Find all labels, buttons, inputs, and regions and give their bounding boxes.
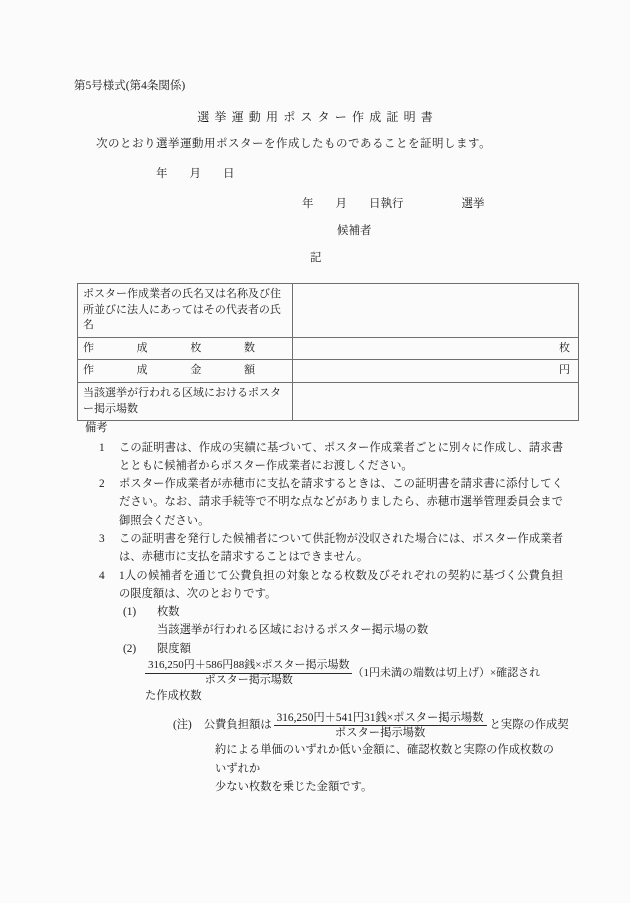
remarks-item-4 [99,567,563,604]
note-fraction [274,711,487,740]
row-label-business-name: ポスター作成業者の氏名又は名称及び住所並びに法人にあってはその代表者の氏名 [78,284,293,338]
election-month: 月 [335,198,347,210]
remarks-item-number: 1 [99,441,105,454]
note-formula-row [173,711,569,740]
remarks-section [77,420,569,796]
candidate-label: 候補者 [337,225,372,237]
label-char: 枚 [190,341,202,354]
remarks-item-number: 3 [99,532,105,545]
remarks-item-3 [99,530,563,567]
row-label-poster-places: 当該選挙が行われる区域におけるポスター掲示場数 [78,383,293,421]
form-number: 第5号様式(第4条関係) [74,80,186,92]
row-label-sheet-count [78,337,293,360]
remarks-item-text: ポスター作成業者が赤穂市に支払を請求するときは、この証明書を請求書に添付してください。なお、請求手続等で不明な点などがありましたら、赤穂市選挙管理委員会まで御照会ください。 [119,478,563,527]
label-char: 額 [243,364,255,377]
table-row [78,337,579,360]
remarks-item-2 [99,475,563,530]
limit-formula-denominator: ポスター掲示場数 [204,673,293,686]
limit-formula [145,659,563,688]
remarks-heading: 備考 [85,422,108,434]
remarks-subitem-1 [123,603,563,621]
issue-date-month: 月 [189,168,201,180]
row-value-sheet-count[interactable]: 枚 [293,337,579,360]
document-title: 選挙運動用ポスター作成証明書 [197,110,438,124]
note-formula-tail: と実際の作成契 [489,718,569,731]
election-year: 年 [302,198,314,210]
subitem-label: 限度額 [157,642,191,655]
limit-formula-tail: （1円未満の端数は切上げ）×確認され [352,666,541,679]
remarks-subitem-2 [123,640,563,658]
table-row [78,383,579,421]
limit-formula-numerator: 316,250円＋586円88銭×ポスター掲示場数 [148,659,350,672]
election-day-exec: 日執行 [369,198,404,210]
note-continuation-2: 少ない枚数を乗じた金額です。 [215,780,373,793]
limit-formula-fraction [145,659,352,688]
label-char: 作 [83,341,94,354]
remarks-item-1 [99,439,563,476]
subitem-label: 枚数 [157,606,180,619]
certificate-table [77,283,579,421]
remarks-item-number: 2 [99,478,105,491]
subitem-number: (1) [123,606,137,619]
issue-date-day: 日 [223,168,235,180]
election-name: 選挙 [461,198,485,210]
note-block [173,711,569,796]
election-date-line [302,196,485,214]
label-char: 金 [190,364,202,377]
note-formula-numerator: 316,250円＋541円31銭×ポスター掲示場数 [276,712,484,725]
ki-label: 記 [310,252,322,264]
row-value-poster-places[interactable] [293,383,579,421]
note-lead: 公費負担額は [203,718,272,731]
remarks-item-text: 1人の候補者を通じて公費負担の対象となる枚数及びそれぞれの契約に基づく公費負担の限度額は、次のとおりです。 [119,569,563,600]
row-value-amount[interactable]: 円 [293,360,579,383]
row-label-amount [78,360,293,383]
issue-date-blank [156,166,235,184]
row-value-business-name[interactable] [293,284,579,338]
remarks-item-text: この証明書は、作成の実績に基づいて、ポスター作成業者ごとに別々に作成し、請求書とともに候補者からポスター作成業者にお渡しください。 [119,441,563,472]
label-char: 成 [136,364,148,377]
label-char: 成 [136,341,148,354]
issue-date-year: 年 [156,168,168,180]
table-row [78,284,579,338]
table-row [78,360,579,383]
remarks-item-text: この証明書を発行した候補者について供託物が没収された場合には、ポスター作成業者は、赤穂市に支払を請求することはできません。 [119,532,563,564]
limit-formula-continuation: た作成枚数 [145,689,202,702]
label-char: 数 [243,341,255,354]
subitem-number: (2) [123,642,137,655]
remarks-item-number: 4 [99,569,105,582]
label-char: 作 [83,364,94,377]
note-continuation-1: 約による単価のいずれか低い金額に、確認枚数と実際の作成枚数のいずれか [215,744,554,775]
remarks-subitem-1-body: 当該選挙が行われる区域におけるポスター掲示場の数 [157,624,429,637]
lead-sentence: 次のとおり選挙運動用ポスターを作成したものであることを証明します。 [96,138,492,150]
note-label: (注) [173,718,192,731]
note-formula-denominator: ポスター掲示場数 [334,727,426,740]
